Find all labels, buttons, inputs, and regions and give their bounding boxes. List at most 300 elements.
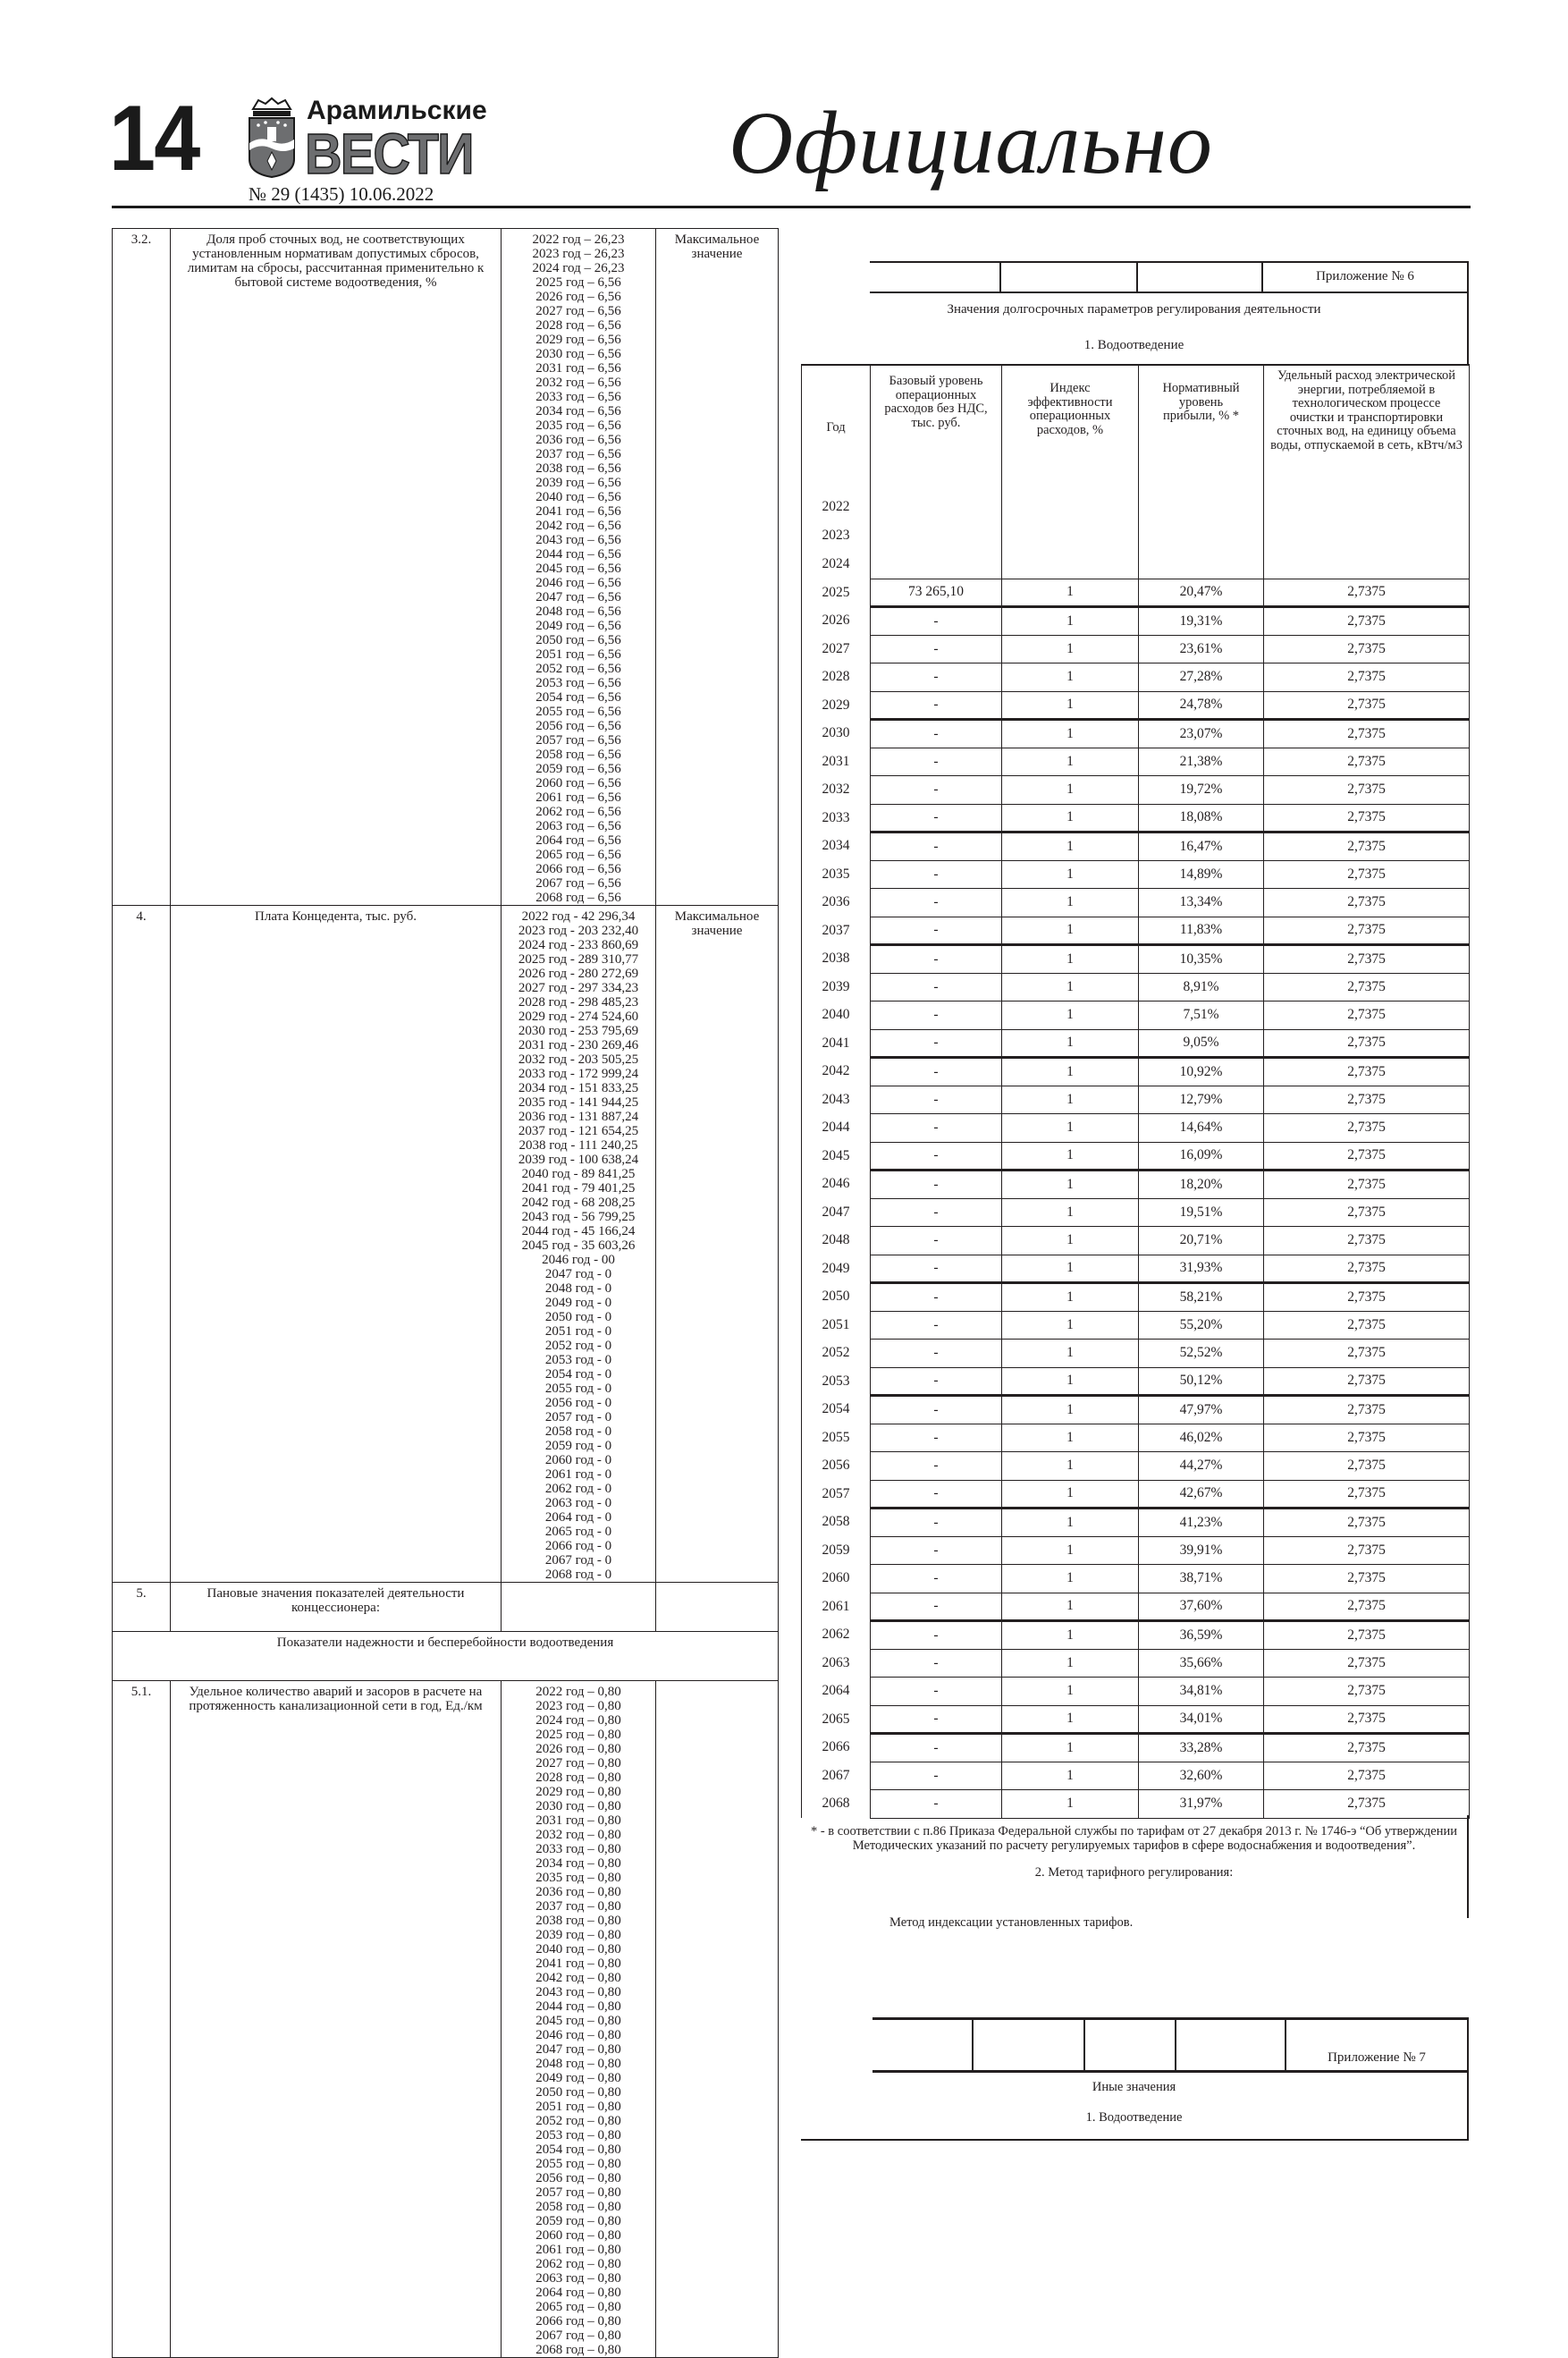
profit-level-cell: 50,12% — [1139, 1367, 1264, 1396]
energy-consumption-cell: 2,7375 — [1264, 917, 1470, 945]
efficiency-index-cell: 1 — [1002, 1002, 1139, 1030]
year-value: 2046 год – 0,80 — [535, 2028, 621, 2042]
year-cell: 2052 — [802, 1340, 871, 1368]
year-value: 2033 год – 6,56 — [535, 390, 621, 404]
base-costs-cell: - — [871, 1790, 1002, 1819]
base-costs-cell: - — [871, 1114, 1002, 1143]
energy-consumption-cell: 2,7375 — [1264, 776, 1470, 805]
efficiency-index-cell: 1 — [1002, 1227, 1139, 1255]
year-value: 2045 год – 0,80 — [535, 2014, 621, 2028]
energy-consumption-cell: 2,7375 — [1264, 1509, 1470, 1537]
energy-consumption-cell: 2,7375 — [1264, 1649, 1470, 1678]
table-row — [802, 1762, 1470, 1790]
profit-level-cell: 16,47% — [1139, 832, 1264, 861]
year-value: 2037 год - 121 654,25 — [518, 1124, 639, 1138]
efficiency-index-cell: 1 — [1002, 1621, 1139, 1650]
efficiency-index-cell: 1 — [1002, 1509, 1139, 1537]
base-costs-cell: - — [871, 1255, 1002, 1283]
table-row — [802, 1649, 1470, 1678]
year-value: 2048 год – 6,56 — [535, 604, 621, 619]
energy-consumption-cell: 2,7375 — [1264, 1734, 1470, 1762]
year-value: 2031 год - 230 269,46 — [518, 1038, 639, 1052]
column-header-profit-level — [1139, 365, 1264, 579]
year-value: 2053 год - 0 — [544, 1353, 612, 1367]
year-value: 2056 год – 6,56 — [535, 719, 621, 733]
year-cell: 2059 — [802, 1536, 871, 1565]
profit-level-cell: 16,09% — [1139, 1142, 1264, 1171]
table-row — [802, 945, 1470, 974]
year-cell: 2051 — [802, 1311, 871, 1340]
table-row — [802, 1058, 1470, 1086]
base-costs-cell: - — [871, 917, 1002, 945]
table-row — [802, 860, 1470, 889]
year-value: 2059 год - 0 — [544, 1439, 612, 1453]
efficiency-index-cell: 1 — [1002, 691, 1139, 720]
empty-cell — [1085, 2020, 1176, 2070]
year-value: 2049 год – 6,56 — [535, 619, 621, 633]
year-cell: 2036 — [802, 889, 871, 917]
year-cell: 2062 — [802, 1621, 871, 1650]
year-value: 2036 год – 6,56 — [535, 433, 621, 447]
year-value: 2036 год – 0,80 — [535, 1885, 621, 1899]
energy-consumption-cell: 2,7375 — [1264, 607, 1470, 636]
table-row — [802, 1621, 1470, 1650]
base-costs-cell: - — [871, 1367, 1002, 1396]
year-value: 2034 год – 6,56 — [535, 404, 621, 418]
efficiency-index-cell: 1 — [1002, 945, 1139, 974]
profit-level-cell: 37,60% — [1139, 1593, 1264, 1621]
efficiency-index-cell: 1 — [1002, 635, 1139, 663]
efficiency-index-cell: 1 — [1002, 1114, 1139, 1143]
year-cell: 2033 — [802, 804, 871, 832]
efficiency-index-cell: 1 — [1002, 1593, 1139, 1621]
energy-consumption-cell: 2,7375 — [1264, 1593, 1470, 1621]
header-label: Нормативный уровень прибыли, % * — [1162, 381, 1240, 423]
section-row — [113, 1632, 779, 1681]
year-value: 2054 год - 0 — [544, 1367, 612, 1382]
year-cell: 2034 — [802, 832, 871, 861]
base-costs-cell: - — [871, 889, 1002, 917]
year-value: 2059 год – 6,56 — [535, 762, 621, 776]
profit-level-cell: 19,31% — [1139, 607, 1264, 636]
efficiency-index-cell: 1 — [1002, 1367, 1139, 1396]
table-row — [802, 1114, 1470, 1143]
energy-consumption-cell: 2,7375 — [1264, 1058, 1470, 1086]
year-value: 2023 год – 0,80 — [535, 1699, 621, 1713]
year-value: 2024 год – 0,80 — [535, 1713, 621, 1728]
efficiency-index-cell: 1 — [1002, 607, 1139, 636]
energy-consumption-cell: 2,7375 — [1264, 1452, 1470, 1481]
year-value: 2046 год - 00 — [542, 1253, 615, 1267]
year-value: 2063 год - 0 — [544, 1496, 612, 1510]
base-costs-cell: - — [871, 1029, 1002, 1058]
year-cell: 2065 — [802, 1705, 871, 1734]
efficiency-index-cell: 1 — [1002, 1255, 1139, 1283]
year-value: 2042 год - 68 208,25 — [521, 1196, 636, 1210]
profit-level-cell: 39,91% — [1139, 1536, 1264, 1565]
indicator-note: Максимальное значение — [656, 229, 779, 906]
year-cell: 2025 — [802, 579, 871, 607]
year-value: 2042 год – 6,56 — [535, 519, 621, 533]
year-value: 2050 год – 0,80 — [535, 2085, 621, 2100]
profit-level-cell: 20,47% — [1139, 579, 1264, 607]
year-cell: 2068 — [802, 1790, 871, 1819]
efficiency-index-cell: 1 — [1002, 1762, 1139, 1790]
profit-level-cell: 58,21% — [1139, 1283, 1264, 1312]
base-costs-cell: - — [871, 1565, 1002, 1593]
year-value: 2031 год – 6,56 — [535, 361, 621, 376]
year-value: 2030 год - 253 795,69 — [518, 1024, 639, 1038]
table-row — [113, 906, 779, 1583]
year-cell: 2061 — [802, 1593, 871, 1621]
table-row — [802, 1367, 1470, 1396]
year-value: 2028 год – 6,56 — [535, 318, 621, 333]
efficiency-index-cell: 1 — [1002, 1734, 1139, 1762]
energy-consumption-cell: 2,7375 — [1264, 1114, 1470, 1143]
year-value: 2050 год – 6,56 — [535, 633, 621, 647]
profit-level-cell: 18,08% — [1139, 804, 1264, 832]
table-row — [113, 1681, 779, 2358]
year-cell: 2057 — [802, 1480, 871, 1509]
year-value: 2031 год – 0,80 — [535, 1813, 621, 1828]
energy-consumption-cell: 2,7375 — [1264, 663, 1470, 692]
base-costs-cell: - — [871, 1396, 1002, 1424]
base-costs-cell: - — [871, 1424, 1002, 1452]
year-cell: 2050 — [802, 1283, 871, 1312]
efficiency-index-cell: 1 — [1002, 1790, 1139, 1819]
year-value: 2067 год - 0 — [544, 1553, 612, 1568]
efficiency-index-cell: 1 — [1002, 1565, 1139, 1593]
appendix-label: Приложение № 7 — [1328, 2050, 1426, 2065]
year-value: 2041 год – 0,80 — [535, 1957, 621, 1971]
section-title: Официально — [729, 93, 1213, 192]
base-costs-cell: - — [871, 1058, 1002, 1086]
table-row — [802, 776, 1470, 805]
profit-level-cell: 20,71% — [1139, 1227, 1264, 1255]
efficiency-index-cell: 1 — [1002, 804, 1139, 832]
energy-consumption-cell: 2,7375 — [1264, 1565, 1470, 1593]
year-value: 2066 год – 6,56 — [535, 862, 621, 876]
profit-level-cell: 31,97% — [1139, 1790, 1264, 1819]
table-body — [802, 579, 1470, 1818]
year-value: 2028 год - 298 485,23 — [518, 995, 639, 1010]
profit-level-cell: 31,93% — [1139, 1255, 1264, 1283]
profit-level-cell: 42,67% — [1139, 1480, 1264, 1509]
energy-consumption-cell: 2,7375 — [1264, 860, 1470, 889]
year-cell: 2060 — [802, 1565, 871, 1593]
profit-level-cell: 19,51% — [1139, 1198, 1264, 1227]
year-value: 2068 год – 0,80 — [535, 2343, 621, 2357]
profit-level-cell: 10,35% — [1139, 945, 1264, 974]
indicator-name: Пановые значения показателей деятельности концессионера: — [171, 1583, 502, 1632]
appendix-6-title-block — [801, 293, 1469, 364]
energy-consumption-cell: 2,7375 — [1264, 889, 1470, 917]
table-row — [802, 635, 1470, 663]
year-value: 2054 год – 0,80 — [535, 2142, 621, 2157]
year-value: 2026 год – 0,80 — [535, 1742, 621, 1756]
year-cell: 2067 — [802, 1762, 871, 1790]
table-row — [802, 1593, 1470, 1621]
year-value: 2062 год – 0,80 — [535, 2257, 621, 2271]
issue-info: № 29 (1435) 10.06.2022 — [249, 183, 434, 205]
efficiency-index-cell: 1 — [1002, 1142, 1139, 1171]
indicator-note: Максимальное значение — [656, 906, 779, 1583]
year-value: 2056 год – 0,80 — [535, 2171, 621, 2185]
energy-consumption-cell: 2,7375 — [1264, 804, 1470, 832]
year-value: 2048 год – 0,80 — [535, 2057, 621, 2071]
year-value: 2033 год – 0,80 — [535, 1842, 621, 1856]
table-row — [802, 973, 1470, 1002]
profit-level-cell: 12,79% — [1139, 1086, 1264, 1114]
profit-level-cell: 36,59% — [1139, 1621, 1264, 1650]
base-costs-cell: - — [871, 1705, 1002, 1734]
efficiency-index-cell: 1 — [1002, 663, 1139, 692]
year-value: 2027 год - 297 334,23 — [518, 981, 639, 995]
year-value: 2042 год – 0,80 — [535, 1971, 621, 1985]
year-value: 2041 год – 6,56 — [535, 504, 621, 519]
year-value: 2043 год – 6,56 — [535, 533, 621, 547]
year-cell: 2045 — [802, 1142, 871, 1171]
year-value: 2022 год - 42 296,34 — [521, 909, 636, 924]
year-value: 2065 год – 6,56 — [535, 848, 621, 862]
year-value: 2027 год – 0,80 — [535, 1756, 621, 1771]
year-value: 2029 год – 0,80 — [535, 1785, 621, 1799]
energy-consumption-cell: 2,7375 — [1264, 635, 1470, 663]
year-cell: 2047 — [802, 1198, 871, 1227]
year-cell: 2029 — [802, 691, 871, 720]
base-costs-cell: - — [871, 691, 1002, 720]
method-heading: 2. Метод тарифного регулирования: — [1034, 1865, 1234, 1880]
base-costs-cell: - — [871, 1171, 1002, 1199]
regulation-parameters-table — [801, 364, 1470, 1819]
table-row — [802, 720, 1470, 748]
year-cell: 2040 — [802, 1002, 871, 1030]
year-cell: 2058 — [802, 1509, 871, 1537]
year-cell: 2053 — [802, 1367, 871, 1396]
year-value: 2060 год - 0 — [544, 1453, 612, 1467]
row-number: 5. — [113, 1583, 171, 1632]
year-value: 2022 год – 0,80 — [535, 1685, 621, 1699]
yearly-values — [502, 1583, 656, 1632]
table-row — [802, 1142, 1470, 1171]
efficiency-index-cell: 1 — [1002, 1311, 1139, 1340]
year-value: 2068 год – 6,56 — [535, 891, 621, 905]
profit-level-cell: 33,28% — [1139, 1734, 1264, 1762]
profit-level-cell: 8,91% — [1139, 973, 1264, 1002]
base-costs-cell: - — [871, 1649, 1002, 1678]
year-value: 2039 год – 0,80 — [535, 1928, 621, 1942]
profit-level-cell: 18,20% — [1139, 1171, 1264, 1199]
year-value: 2025 год – 6,56 — [535, 275, 621, 290]
year-value: 2043 год – 0,80 — [535, 1985, 621, 1999]
indicator-name: Доля проб сточных вод, не соответствующих установленным нормативам допустимых сбросов, лимитам на сбросы, рассчитанная применительно к бытовой системе водоотведения, % — [171, 229, 502, 906]
appendix-title: Иные значения — [1092, 2080, 1176, 2094]
efficiency-index-cell: 1 — [1002, 1171, 1139, 1199]
year-header-label: Год — [826, 420, 846, 435]
year-value: 2066 год – 0,80 — [535, 2314, 621, 2328]
year-value: 2054 год – 6,56 — [535, 690, 621, 705]
year-value: 2035 год – 6,56 — [535, 418, 621, 433]
efficiency-index-cell: 1 — [1002, 1283, 1139, 1312]
profit-level-cell: 19,72% — [1139, 776, 1264, 805]
table-row — [802, 1171, 1470, 1199]
year-cell: 2027 — [802, 635, 871, 663]
year-cell: 2064 — [802, 1678, 871, 1706]
year-value: 2067 год – 6,56 — [535, 876, 621, 891]
year-value: 2052 год - 0 — [544, 1339, 612, 1353]
newspaper-logo — [246, 96, 487, 186]
row-number: 5.1. — [113, 1681, 171, 2358]
year-value: 2047 год - 0 — [544, 1267, 612, 1281]
year-cell: 2037 — [802, 917, 871, 945]
efficiency-index-cell: 1 — [1002, 720, 1139, 748]
year-cell: 2054 — [802, 1396, 871, 1424]
footnote-block — [801, 1815, 1469, 1918]
base-costs-cell: - — [871, 748, 1002, 776]
year-value: 2029 год - 274 524,60 — [518, 1010, 639, 1024]
energy-consumption-cell: 2,7375 — [1264, 1086, 1470, 1114]
appendix-label: Приложение № 6 — [1316, 269, 1414, 283]
energy-consumption-cell: 2,7375 — [1264, 1340, 1470, 1368]
year-cell: 2035 — [802, 860, 871, 889]
footnote: * - в соответствии с п.86 Приказа Федеральной службы по тарифам от 27 декабря 2013 г. № 1746-э “Об утверждении Методических указаний по расчету регулируемых тарифов в сфере водоснабжения и водоотведения”. — [810, 1824, 1458, 1853]
yearly-values — [502, 906, 656, 1583]
year-cell: 2041 — [802, 1029, 871, 1058]
table-row — [802, 1452, 1470, 1481]
profit-level-cell: 14,64% — [1139, 1114, 1264, 1143]
year-value: 2034 год - 151 833,25 — [518, 1081, 639, 1095]
year-value: 2055 год - 0 — [544, 1382, 612, 1396]
base-costs-cell: - — [871, 1227, 1002, 1255]
column-header-energy-consumption — [1264, 365, 1470, 579]
year-value: 2067 год – 0,80 — [535, 2328, 621, 2343]
appendix-subtitle: 1. Водоотведение — [1083, 338, 1184, 352]
year-value: 2039 год – 6,56 — [535, 476, 621, 490]
coat-of-arms-icon — [246, 97, 298, 179]
year-value: 2062 год - 0 — [544, 1482, 612, 1496]
base-costs-cell: - — [871, 1198, 1002, 1227]
base-costs-cell: - — [871, 1734, 1002, 1762]
energy-consumption-cell: 2,7375 — [1264, 1790, 1470, 1819]
year-value: 2035 год – 0,80 — [535, 1871, 621, 1885]
energy-consumption-cell: 2,7375 — [1264, 1171, 1470, 1199]
energy-consumption-cell: 2,7375 — [1264, 973, 1470, 1002]
profit-level-cell: 52,52% — [1139, 1340, 1264, 1368]
year-value: 2063 год – 0,80 — [535, 2271, 621, 2286]
year-value: 2053 год – 6,56 — [535, 676, 621, 690]
year-value: 2060 год – 0,80 — [535, 2228, 621, 2243]
efficiency-index-cell: 1 — [1002, 1452, 1139, 1481]
energy-consumption-cell: 2,7375 — [1264, 945, 1470, 974]
base-costs-cell: - — [871, 1593, 1002, 1621]
year-cell: 2066 — [802, 1734, 871, 1762]
year-value: 2024 год - 233 860,69 — [518, 938, 639, 952]
year-value: 2033 год - 172 999,24 — [518, 1067, 639, 1081]
base-costs-cell: - — [871, 973, 1002, 1002]
year-value: 2049 год – 0,80 — [535, 2071, 621, 2085]
base-costs-cell: - — [871, 832, 1002, 861]
year-value: 2036 год - 131 887,24 — [518, 1110, 639, 1124]
year-value: 2058 год – 6,56 — [535, 748, 621, 762]
year-cell: 2031 — [802, 748, 871, 776]
year-value: 2027 год – 6,56 — [535, 304, 621, 318]
table-row — [802, 1480, 1470, 1509]
efficiency-index-cell: 1 — [1002, 1536, 1139, 1565]
year-value: 2056 год - 0 — [544, 1396, 612, 1410]
year-value: 2058 год - 0 — [544, 1424, 612, 1439]
column-header-base-costs — [871, 365, 1002, 579]
profit-level-cell: 24,78% — [1139, 691, 1264, 720]
table-row — [802, 579, 1470, 607]
year-value: 2040 год – 0,80 — [535, 1942, 621, 1957]
table-row — [802, 804, 1470, 832]
profit-level-cell: 14,89% — [1139, 860, 1264, 889]
base-costs-cell: - — [871, 1283, 1002, 1312]
table-row — [802, 832, 1470, 861]
table-row — [802, 1396, 1470, 1424]
efficiency-index-cell: 1 — [1002, 1480, 1139, 1509]
year-value: 2059 год – 0,80 — [535, 2214, 621, 2228]
efficiency-index-cell: 1 — [1002, 579, 1139, 607]
profit-level-cell: 34,01% — [1139, 1705, 1264, 1734]
base-costs-cell: - — [871, 635, 1002, 663]
year-value: 2043 год - 56 799,25 — [521, 1210, 636, 1224]
table-row — [802, 1029, 1470, 1058]
year-value: 2064 год – 6,56 — [535, 833, 621, 848]
energy-consumption-cell: 2,7375 — [1264, 1142, 1470, 1171]
energy-consumption-cell: 2,7375 — [1264, 1424, 1470, 1452]
year-value: 2060 год – 6,56 — [535, 776, 621, 790]
profit-level-cell: 23,61% — [1139, 635, 1264, 663]
table-row — [802, 748, 1470, 776]
energy-consumption-cell: 2,7375 — [1264, 1198, 1470, 1227]
indicators-table — [112, 228, 779, 2358]
efficiency-index-cell: 1 — [1002, 917, 1139, 945]
year-cell: 2055 — [802, 1424, 871, 1452]
energy-consumption-cell: 2,7375 — [1264, 1002, 1470, 1030]
efficiency-index-cell: 1 — [1002, 1705, 1139, 1734]
empty-cell — [870, 263, 1001, 292]
profit-level-cell: 13,34% — [1139, 889, 1264, 917]
base-costs-cell: - — [871, 1536, 1002, 1565]
year-value: 2053 год – 0,80 — [535, 2128, 621, 2142]
table-row — [113, 229, 779, 906]
base-costs-cell: - — [871, 1452, 1002, 1481]
year-value: 2022 год – 26,23 — [532, 232, 625, 247]
energy-consumption-cell: 2,7375 — [1264, 579, 1470, 607]
efficiency-index-cell: 1 — [1002, 776, 1139, 805]
table-row — [802, 1678, 1470, 1706]
base-costs-cell: - — [871, 663, 1002, 692]
energy-consumption-cell: 2,7375 — [1264, 1536, 1470, 1565]
year-value: 2030 год – 0,80 — [535, 1799, 621, 1813]
year-cell: 2023 — [822, 528, 850, 543]
table-header-row — [802, 365, 1470, 579]
yearly-values — [502, 229, 656, 906]
year-value: 2032 год - 203 505,25 — [518, 1052, 639, 1067]
year-value: 2041 год - 79 401,25 — [521, 1181, 636, 1196]
year-value: 2023 год - 203 232,40 — [518, 924, 639, 938]
year-cell: 2024 — [822, 556, 850, 571]
efficiency-index-cell: 1 — [1002, 889, 1139, 917]
profit-level-cell: 35,66% — [1139, 1649, 1264, 1678]
base-costs-cell: - — [871, 1480, 1002, 1509]
year-value: 2061 год – 0,80 — [535, 2243, 621, 2257]
profit-level-cell: 34,81% — [1139, 1678, 1264, 1706]
profit-level-cell: 32,60% — [1139, 1762, 1264, 1790]
efficiency-index-cell: 1 — [1002, 748, 1139, 776]
empty-cell — [1138, 263, 1263, 292]
